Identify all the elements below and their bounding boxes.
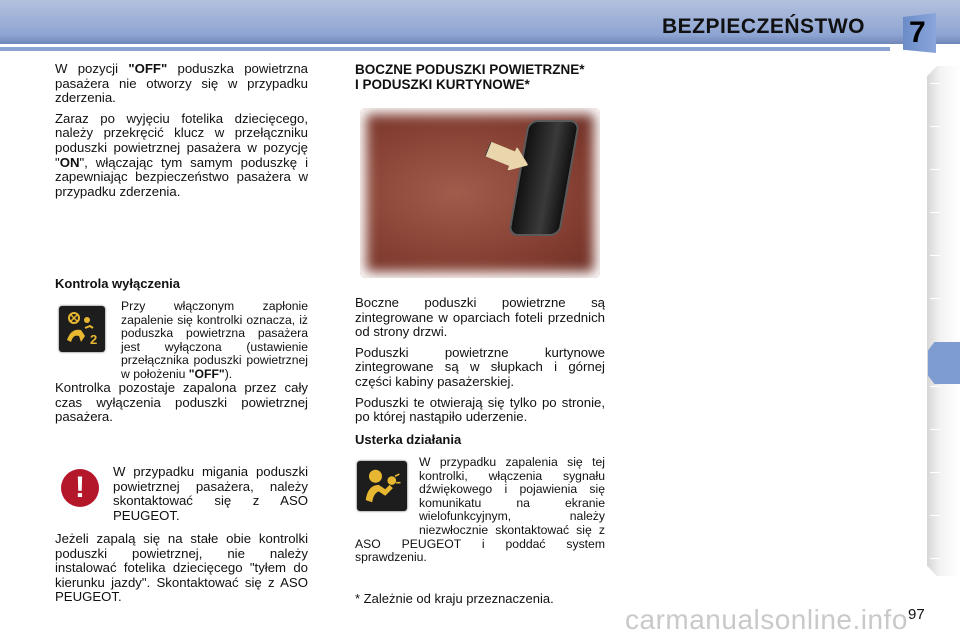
page-number: 97 xyxy=(908,606,925,623)
header-divider xyxy=(0,44,960,46)
sidebar-tick xyxy=(930,429,940,430)
header-accent-line xyxy=(0,47,890,51)
chapter-number: 7 xyxy=(909,16,926,49)
sidebar-tick xyxy=(930,558,940,559)
sidebar-tick xyxy=(930,472,940,473)
intro-text: W pozycji "OFF" poduszka powietrzna pasażera nie otworzy się w przypadku zderzenia. Zaraz po wyjęciu fotelika dziecięcego, należy przekręcić klucz w przełączniku poduszki powietrznej pasażera w pozycję "ON", włączając tym samym poduszkę i zapewniając bezpieczeństwo pasażera w przypadku zderzenia. xyxy=(55,61,308,199)
deactivation-text: Przy włączonym zapłonie zapalenie się kontrolki oznacza, iż poduszka powietrzna pasażera jest wyłączona (ustawienie przełącznika poduszki powietrznej w położeniu "OFF"). xyxy=(121,299,308,381)
chapter-index-sidebar xyxy=(927,66,960,576)
sidebar-tick xyxy=(930,298,940,299)
airbag-off-warning-light-icon xyxy=(59,306,105,352)
svg-text:2: 2 xyxy=(90,332,98,347)
sidebar-tick xyxy=(930,169,940,170)
watermark: carmanualsonline.info xyxy=(625,604,908,635)
exclamation-warning-icon: ! xyxy=(61,469,99,507)
footnote: * Zależnie od kraju przeznaczenia. xyxy=(355,591,554,606)
sidebar-tick xyxy=(930,515,940,516)
deactivation-heading: Kontrola wyłączenia xyxy=(55,276,180,291)
side-airbags-text: Boczne poduszki powietrzne są zintegrowane w oparciach foteli przednich od strony drzwi. Poduszki powietrzne kurtynowe zintegrowane są w słupkach i górnej części kabiny pasażerskiej. Poduszki te otwierają się tylko po stronie, po której nastąpiło uderzenie. xyxy=(355,295,605,425)
chapter-title: BEZPIECZEŃSTWO xyxy=(661,15,865,38)
sidebar-tick xyxy=(930,126,940,127)
sidebar-tick xyxy=(930,212,940,213)
sidebar-tick xyxy=(930,386,940,387)
warning-text: W przypadku migania poduszki powietrznej pasażera, należy skontaktować się z ASO PEUGEOT. xyxy=(113,464,308,523)
fault-heading: Usterka działania xyxy=(355,432,462,447)
section-title: BOCZNE PODUSZKI POWIETRZNE* I PODUSZKI KURTYNOWE* xyxy=(355,62,585,92)
deactivation-note: Kontrolka pozostaje zapalona przez cały czas wyłączenia poduszki powietrznej pasażera. xyxy=(55,380,308,425)
sidebar-tick xyxy=(930,255,940,256)
fault-text: W przypadku zapalenia się tej kontrolki, włączenia sygnału dźwiękowego i pojawienia się komunikatu na ekranie wielofunkcyjnym, należy niezwłocznie skontaktować się z ASO PEUGEOT i poddać system sprawdzeniu. xyxy=(355,455,605,565)
sidebar-active-chapter-tab[interactable] xyxy=(928,342,960,384)
sidebar-tick xyxy=(930,83,940,84)
both-lights-text: Jeżeli zapalą się na stałe obie kontrolki poduszki powietrznej, nie należy instalować fotelika dziecięcego "tyłem do kierunku jazdy". Skontaktować się z ASO PEUGEOT. xyxy=(55,531,308,605)
